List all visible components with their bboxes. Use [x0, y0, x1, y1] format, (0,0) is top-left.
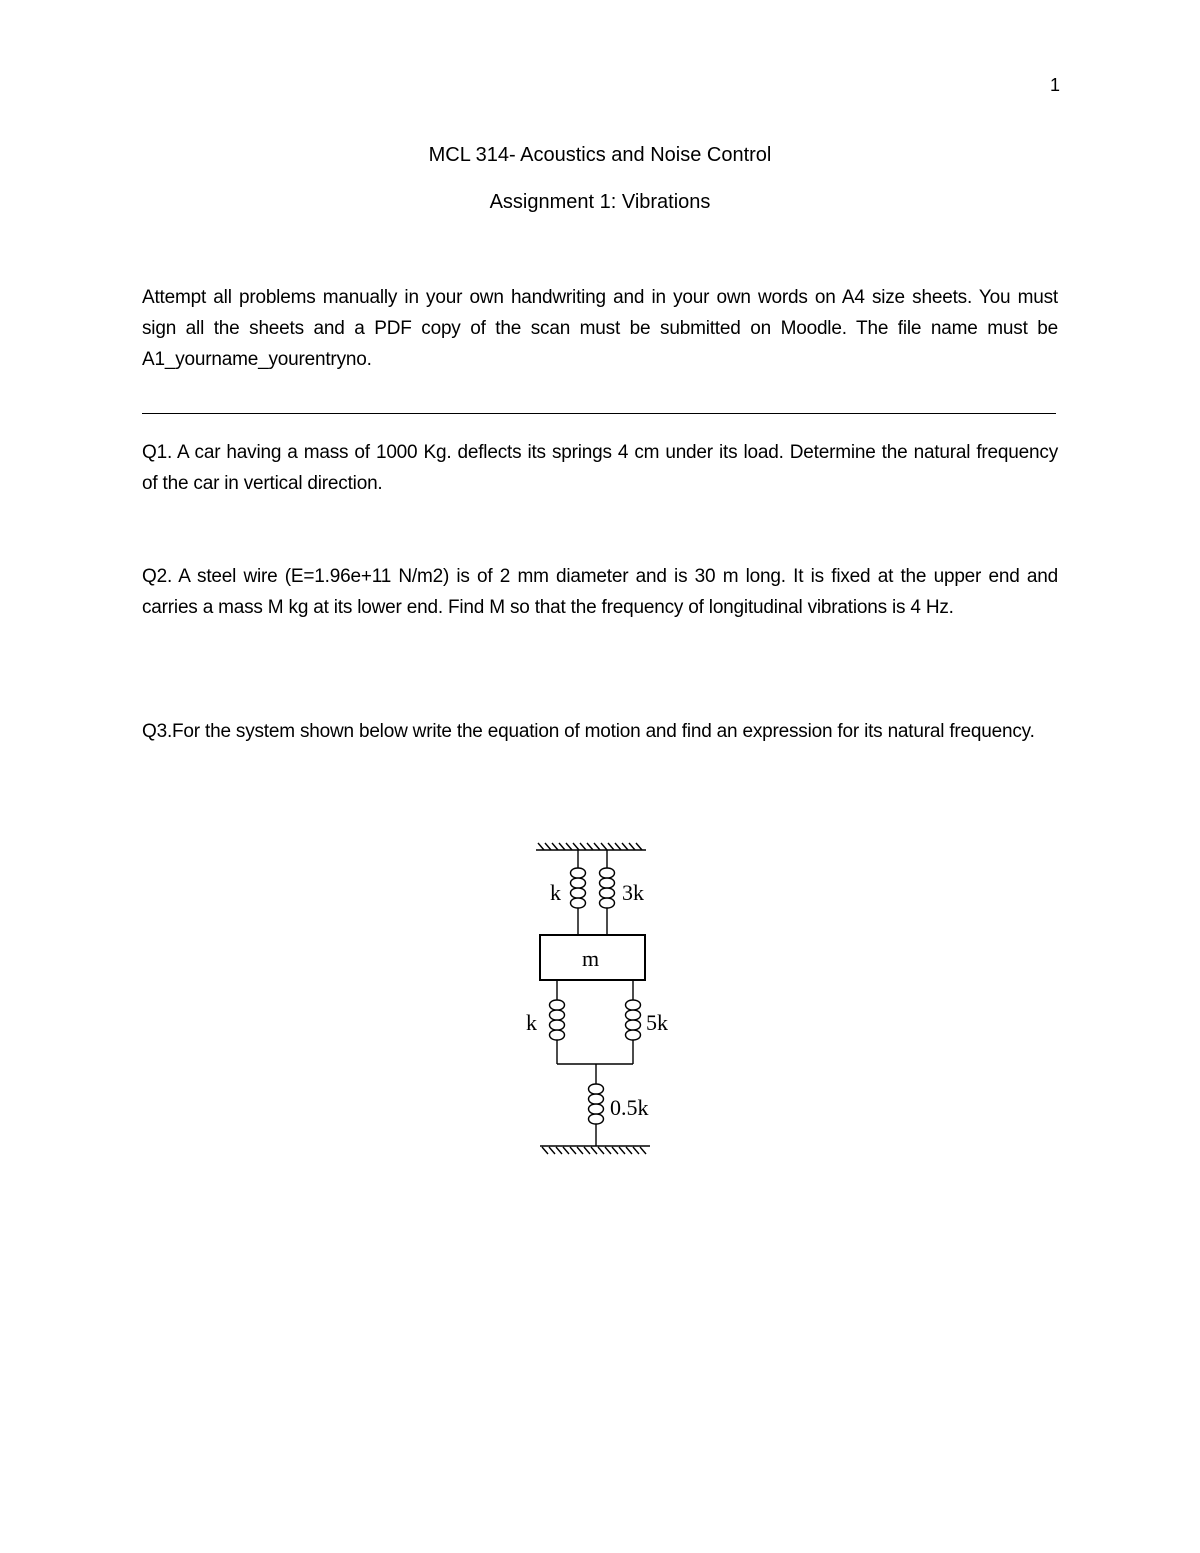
question-1: Q1. A car having a mass of 1000 Kg. deflects its springs 4 cm under its load. Determine the natural frequency of the car in vertical direction. — [142, 442, 1058, 494]
spring-top-right — [600, 850, 615, 935]
spring-top-left — [571, 850, 586, 935]
question-2: Q2. A steel wire (E=1.96e+11 N/m2) is of 2 mm diameter and is 30 m long. It is fixed at the upper end and carries a mass M kg at its lower end. Find M so that the frequency of longitudinal vibrations is 4 Hz. — [142, 566, 1058, 618]
top-support — [536, 843, 646, 850]
spring-bottom-left — [550, 980, 565, 1064]
label-mass: m — [582, 946, 600, 971]
bottom-support — [540, 1146, 650, 1154]
spring-bottom-right — [626, 980, 641, 1064]
assignment-title: Assignment 1: Vibrations — [489, 191, 711, 213]
label-top-left-spring: k — [550, 880, 561, 905]
label-base-spring: 0.5k — [610, 1095, 649, 1120]
page-number: 1 — [1049, 75, 1060, 95]
label-top-right-spring: 3k — [622, 880, 644, 905]
question-3: Q3.For the system shown below write the equation of motion and find an expression for its natural frequency. — [142, 721, 1035, 742]
course-title: MCL 314- Acoustics and Noise Control — [428, 144, 772, 166]
spring-base — [589, 1064, 604, 1146]
label-bottom-left-spring: k — [526, 1010, 537, 1035]
label-bottom-right-spring: 5k — [646, 1010, 668, 1035]
instructions-paragraph: Attempt all problems manually in your own handwriting and in your own words on A4 size sheets. You must sign all the sheets and a PDF copy of the scan must be submitted on Moodle. The file name must be A1_yourname_yourentryno. — [142, 287, 1058, 370]
